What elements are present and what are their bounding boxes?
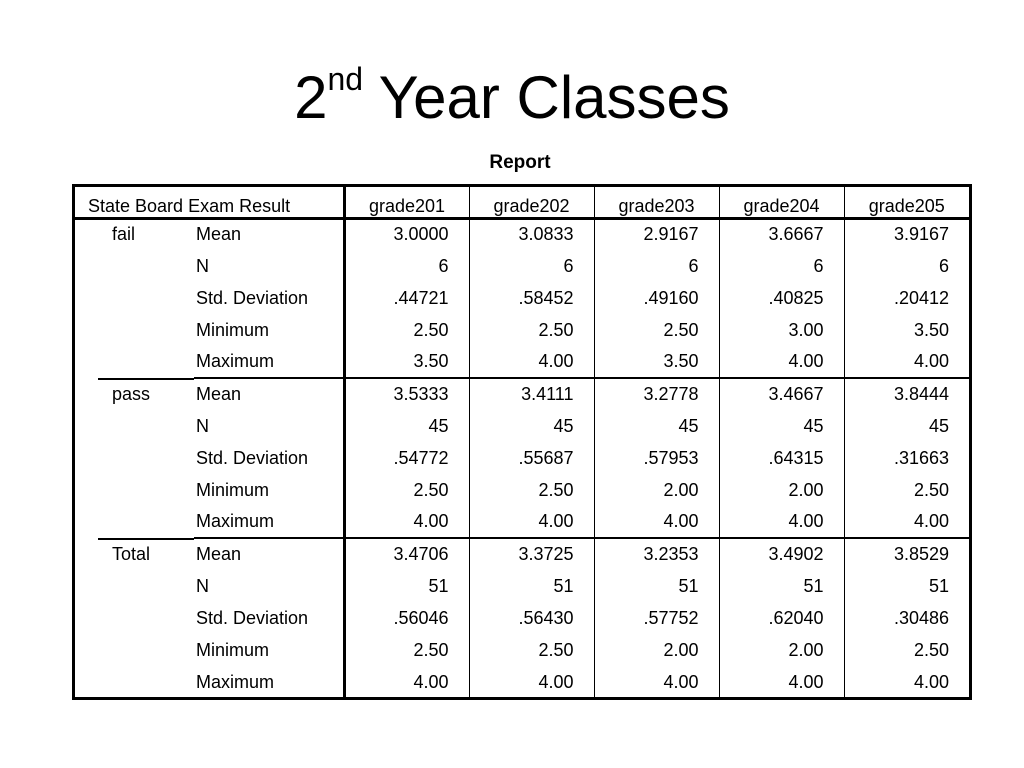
value-cell: 2.50 — [469, 474, 594, 506]
statistic-label: Minimum — [196, 639, 270, 660]
report-caption: Report — [489, 152, 551, 173]
table-row — [72, 346, 969, 378]
value-cell: 45 — [469, 410, 594, 442]
group-label — [72, 474, 194, 506]
value-cell: .57752 — [594, 602, 719, 634]
value-cell: 3.50 — [594, 346, 719, 378]
value-cell: 2.00 — [719, 634, 844, 666]
value-cell: .44721 — [344, 282, 469, 314]
slide-title-text: Year Classes — [363, 64, 730, 131]
value-cell: .56430 — [469, 602, 594, 634]
table-row — [72, 378, 969, 410]
statistic-label: Mean — [196, 224, 242, 245]
value-cell: 2.50 — [344, 474, 469, 506]
value-cell: 3.0000 — [344, 218, 469, 250]
value-cell: 6 — [344, 250, 469, 282]
column-header: grade204 — [719, 187, 844, 218]
statistic-label: Std. Deviation — [196, 287, 309, 308]
value-cell: 3.00 — [719, 314, 844, 346]
statistic-label: Maximum — [196, 511, 275, 531]
value-cell: 2.50 — [594, 314, 719, 346]
value-cell: .62040 — [719, 602, 844, 634]
table-row — [72, 218, 969, 250]
column-header: grade201 — [344, 187, 469, 218]
value-cell: 45 — [719, 410, 844, 442]
table-row — [72, 602, 969, 634]
value-cell: 51 — [844, 570, 969, 602]
value-cell: .49160 — [594, 282, 719, 314]
value-cell: 2.00 — [719, 474, 844, 506]
header-row — [72, 187, 969, 218]
value-cell: 3.6667 — [719, 218, 844, 250]
value-cell: 3.3725 — [469, 538, 594, 570]
value-cell: 4.00 — [844, 506, 969, 538]
value-cell: 51 — [594, 570, 719, 602]
value-cell: .57953 — [594, 442, 719, 474]
value-cell: 3.4111 — [469, 378, 594, 410]
slide-title-number: 2 — [294, 64, 328, 131]
value-cell: 45 — [344, 410, 469, 442]
value-cell: 6 — [469, 250, 594, 282]
group-label: Total — [72, 538, 194, 570]
statistic-label: N — [196, 255, 209, 276]
statistic-label: Std. Deviation — [196, 607, 309, 628]
value-cell: .54772 — [344, 442, 469, 474]
table-row — [72, 410, 969, 442]
value-cell: 3.5333 — [344, 378, 469, 410]
value-cell: 4.00 — [719, 346, 844, 378]
row-header-label: State Board Exam Result — [72, 187, 344, 218]
value-cell: .64315 — [719, 442, 844, 474]
value-cell: 3.8444 — [844, 378, 969, 410]
value-cell: 51 — [469, 570, 594, 602]
statistic-label: Mean — [194, 538, 344, 570]
table-row — [72, 666, 969, 698]
value-cell: .40825 — [719, 282, 844, 314]
value-cell: .58452 — [469, 282, 594, 314]
value-cell: 2.50 — [844, 474, 969, 506]
value-cell: 51 — [719, 570, 844, 602]
value-cell: 3.2353 — [594, 538, 719, 570]
statistic-label: Maximum — [196, 671, 275, 692]
group-label — [72, 506, 194, 538]
group-label: fail — [112, 224, 136, 245]
group-label — [72, 346, 194, 378]
statistic-label: Std. Deviation — [196, 447, 309, 468]
value-cell: 2.50 — [469, 634, 594, 666]
value-cell: 4.00 — [469, 346, 594, 378]
group-label — [72, 442, 194, 474]
group-label — [72, 250, 194, 282]
statistic-label: Mean — [194, 378, 344, 410]
statistic-label: N — [196, 415, 209, 436]
value-cell: 4.00 — [469, 506, 594, 538]
value-cell: 4.00 — [844, 666, 969, 698]
table-row — [72, 282, 969, 314]
column-header: grade205 — [844, 187, 969, 218]
value-cell: 4.00 — [844, 346, 969, 378]
value-cell: 3.4902 — [719, 538, 844, 570]
value-cell: 2.50 — [344, 634, 469, 666]
value-cell: 2.00 — [594, 634, 719, 666]
statistic-label: N — [196, 575, 209, 596]
slide-title — [0, 62, 1024, 134]
value-cell: 6 — [594, 250, 719, 282]
value-cell: 4.00 — [594, 666, 719, 698]
value-cell: .31663 — [844, 442, 969, 474]
table-row — [72, 634, 969, 666]
table-row — [72, 570, 969, 602]
value-cell: 4.00 — [719, 506, 844, 538]
value-cell: .20412 — [844, 282, 969, 314]
table-row — [72, 314, 969, 346]
value-cell: 3.2778 — [594, 378, 719, 410]
value-cell: 2.50 — [844, 634, 969, 666]
column-header: grade203 — [594, 187, 719, 218]
column-header: grade202 — [469, 187, 594, 218]
value-cell: 4.00 — [594, 506, 719, 538]
statistic-label: Minimum — [196, 479, 270, 500]
group-label — [72, 314, 194, 346]
table-row — [72, 442, 969, 474]
group-label: pass — [72, 378, 194, 410]
table-row — [72, 250, 969, 282]
value-cell: 3.9167 — [844, 218, 969, 250]
table-row — [72, 506, 969, 538]
value-cell: 3.0833 — [469, 218, 594, 250]
report-table — [72, 187, 969, 698]
value-cell: 3.4706 — [344, 538, 469, 570]
value-cell: .55687 — [469, 442, 594, 474]
value-cell: 4.00 — [344, 666, 469, 698]
value-cell: 4.00 — [719, 666, 844, 698]
group-label — [72, 570, 194, 602]
report-body — [72, 218, 969, 698]
value-cell: 3.50 — [344, 346, 469, 378]
group-label — [72, 410, 194, 442]
table-row — [72, 538, 969, 570]
value-cell: 45 — [844, 410, 969, 442]
value-cell: 6 — [844, 250, 969, 282]
slide-title-ordinal: nd — [327, 61, 364, 97]
statistic-label: Maximum — [196, 351, 275, 371]
value-cell: 4.00 — [469, 666, 594, 698]
value-cell: .30486 — [844, 602, 969, 634]
statistic-label: Minimum — [196, 319, 270, 340]
value-cell: 4.00 — [344, 506, 469, 538]
value-cell: 2.50 — [344, 314, 469, 346]
table-row — [72, 474, 969, 506]
value-cell: 3.4667 — [719, 378, 844, 410]
value-cell: 45 — [594, 410, 719, 442]
value-cell: 2.50 — [469, 314, 594, 346]
value-cell: 2.00 — [594, 474, 719, 506]
value-cell: 2.9167 — [594, 218, 719, 250]
group-label — [72, 666, 194, 698]
group-label — [72, 282, 194, 314]
value-cell: 6 — [719, 250, 844, 282]
value-cell: .56046 — [344, 602, 469, 634]
value-cell: 3.8529 — [844, 538, 969, 570]
value-cell: 3.50 — [844, 314, 969, 346]
group-label — [72, 634, 194, 666]
group-label — [72, 602, 194, 634]
value-cell: 51 — [344, 570, 469, 602]
